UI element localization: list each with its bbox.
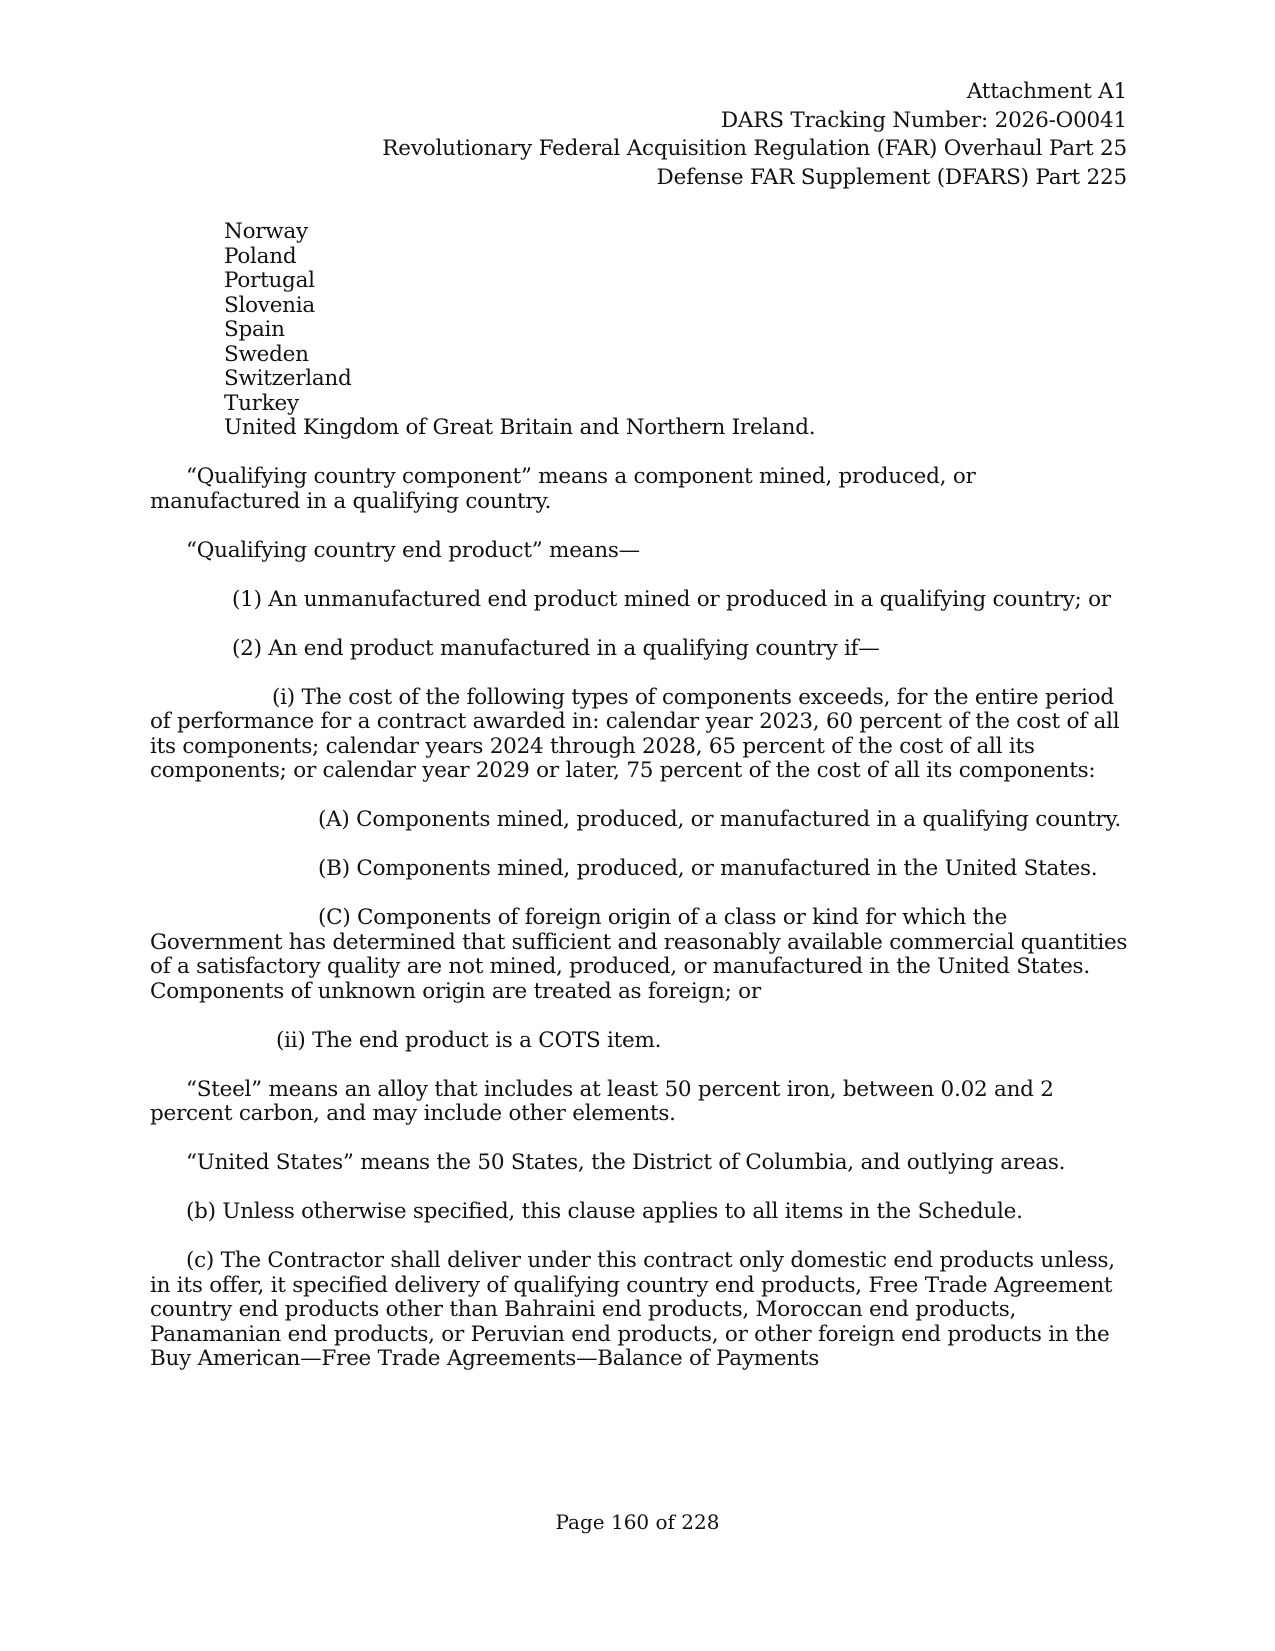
definition-qualifying-country-end-product: “Qualifying country end product” means— bbox=[186, 537, 640, 563]
country-item: United Kingdom of Great Britain and Northern Ireland. bbox=[224, 415, 816, 440]
country-item: Slovenia bbox=[224, 292, 315, 318]
paragraph-c: (c) The Contractor shall deliver under this contract only domestic end products unless, in its offer, it specified delivery of qualifying country end products, Free Trade Agreement country end products other than Bahraini end products, Moroccan end products, Panamanian end products, or Peruvian end products, or other foreign end products in the Buy American—Free Trade Agreements—Balance of Payments bbox=[150, 1248, 1115, 1371]
dfars-part-title: Defense FAR Supplement (DFARS) Part 225 bbox=[656, 164, 1127, 190]
country-item: Poland bbox=[224, 243, 297, 269]
country-item: Sweden bbox=[224, 341, 309, 367]
far-part-title: Revolutionary Federal Acquisition Regulation (FAR) Overhaul Part 25 bbox=[382, 136, 1127, 161]
country-item: Turkey bbox=[224, 390, 299, 416]
paragraph-b: (b) Unless otherwise specified, this clause applies to all items in the Schedule. bbox=[186, 1199, 1023, 1224]
country-item: Norway bbox=[224, 219, 308, 244]
paragraph-B: (B) Components mined, produced, or manufactured in the United States. bbox=[318, 856, 1098, 881]
paragraph-i: (i) The cost of the following types of components exceeds, for the entire period of performance for a contract awarded in: calendar year 2023, 60 percent of the cost of all its components; calendar years 2024 through 2028, 65 percent of the cost of all its components; or calendar year 2029 or later, 75 percent of the cost of all its components: bbox=[150, 684, 1120, 783]
document-body bbox=[150, 220, 1130, 1372]
paragraph-A: (A) Components mined, produced, or manufactured in a qualifying country. bbox=[318, 807, 1121, 832]
country-item: Portugal bbox=[224, 268, 315, 293]
definition-steel: “Steel” means an alloy that includes at least 50 percent iron, between 0.02 and 2 percent carbon, and may include other elements. bbox=[150, 1076, 1054, 1126]
country-item: Spain bbox=[224, 317, 285, 342]
definition-qualifying-country-component: “Qualifying country component” means a component mined, produced, or manufactured in a qualifying country. bbox=[150, 464, 976, 514]
country-list bbox=[224, 220, 1130, 441]
definition-united-states: “United States” means the 50 States, the District of Columbia, and outlying areas. bbox=[186, 1150, 1066, 1175]
country-item: Switzerland bbox=[224, 366, 352, 391]
attachment-label: Attachment A1 bbox=[966, 79, 1127, 104]
paragraph-2: (2) An end product manufactured in a qualifying country if— bbox=[232, 635, 880, 661]
tracking-number: DARS Tracking Number: 2026-O0041 bbox=[720, 107, 1127, 133]
paragraph-ii: (ii) The end product is a COTS item. bbox=[276, 1027, 662, 1053]
paragraph-C: (C) Components of foreign origin of a class or kind for which the Government has determined that sufficient and reasonably available commercial quantities of a satisfactory quality are not mined, produced, or manufactured in the United States. Components of unknown origin are treated as foreign; or bbox=[150, 905, 1128, 1004]
page-header bbox=[382, 78, 1127, 192]
paragraph-1: (1) An unmanufactured end product mined or produced in a qualifying country; or bbox=[232, 586, 1111, 612]
page-number: Page 160 of 228 bbox=[555, 1510, 720, 1534]
